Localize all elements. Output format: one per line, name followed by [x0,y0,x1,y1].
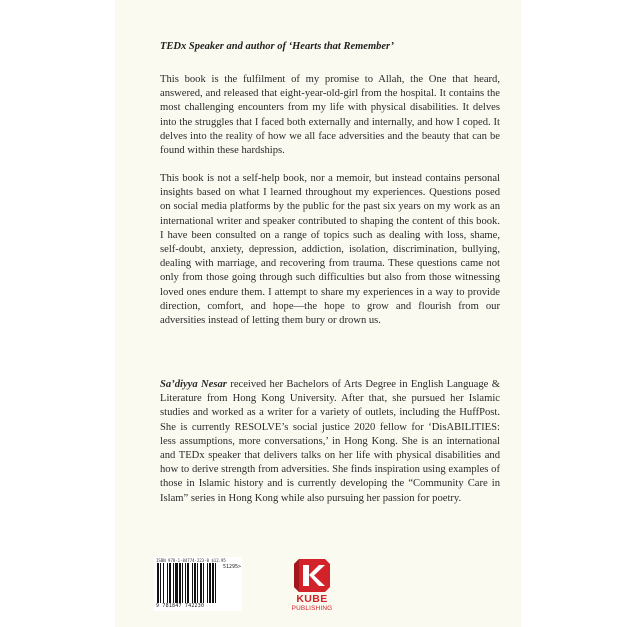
barcode-bar [175,563,178,603]
barcode-bar [167,563,168,603]
barcode-bar [203,563,204,603]
barcode-bars [157,563,217,603]
author-bio-paragraph [160,378,500,506]
barcode-bar [212,563,214,603]
barcode-bar [163,563,164,603]
isbn-barcode [154,557,242,611]
barcode-bar [194,563,196,603]
price-code: 51295> [222,564,241,570]
barcode-bar [215,563,216,603]
barcode-bar [157,563,159,603]
barcode-bar [192,563,193,603]
barcode-bar [169,563,171,603]
barcode-bar [209,563,211,603]
barcode-bar [182,563,183,603]
author-bio-text: received her Bachelors of Arts Degree in English Language & Literature from Hong Kong University. After that, she pursued her Islamic studies and worked as a writer for a variety of outlets, including the HuffPost. She is currently RESOLVE’s social justice 2020 fellow for ‘DisABILITIES: less assumptions, more conversations,’ in Hong Kong. She is an international and TEDx speaker that delivers talks on her life with physical disabilities and how to derive strength from adversities. She finds inspiration using examples of those in Islamic history and is currently developing the “Community Care in Islam” series in Hong Kong while also pursuing her passion for poetry. [160,379,500,504]
barcode-bar [187,563,189,603]
barcode-bar [207,563,208,603]
author-tagline: TEDx Speaker and author of ‘Hearts that Remember’ [160,41,395,52]
publisher-subtitle: PUBLISHING [291,605,333,612]
barcode-bar [197,563,198,603]
author-name: Sa’diyya Nesar [160,379,227,390]
barcode-bar [179,563,181,603]
barcode-number: 9 781847 742230 [156,603,205,609]
description-paragraph-2: This book is not a self-help book, nor a memoir, but instead contains personal insights based on what I learned throughout my experiences. Questions posed on social media platforms by the public for the past six years on my work as an international writer and speaker contributed to shaping the content of this book. I have been consulted on a range of topics such as dealing with loss, shame, self-doubt, anxiety, depression, addiction, isolation, discrimination, bullying, dealing with marriage, and recovering from trauma. These questions came not only from those going through such difficulties but also from those witnessing loved ones endure them. I attempt to share my experiences in a way to provide direction, comfort, and hope—the hope to grow and flourish from our adversities instead of letting them bury or drown us. [160,173,500,327]
barcode-bar [185,563,186,603]
description-paragraph-1: This book is the fulfilment of my promise to Allah, the One that heard, answered, and released that eight-year-old-girl from the hospital. It contains the most challenging encounters from my life with physical disabilities. It delves into the struggles that I faced both externally and internally, and how I coped. It delves into the reality of how we all face adversities and the beauty that can be found within these hardships. [160,74,500,157]
barcode-bar [200,563,202,603]
publisher-name: KUBE [296,593,328,605]
isbn-line: ISBN 978-1-84774-223-0 $12.95 [156,558,226,563]
barcode-bar [173,563,174,603]
barcode-bar [160,563,161,603]
